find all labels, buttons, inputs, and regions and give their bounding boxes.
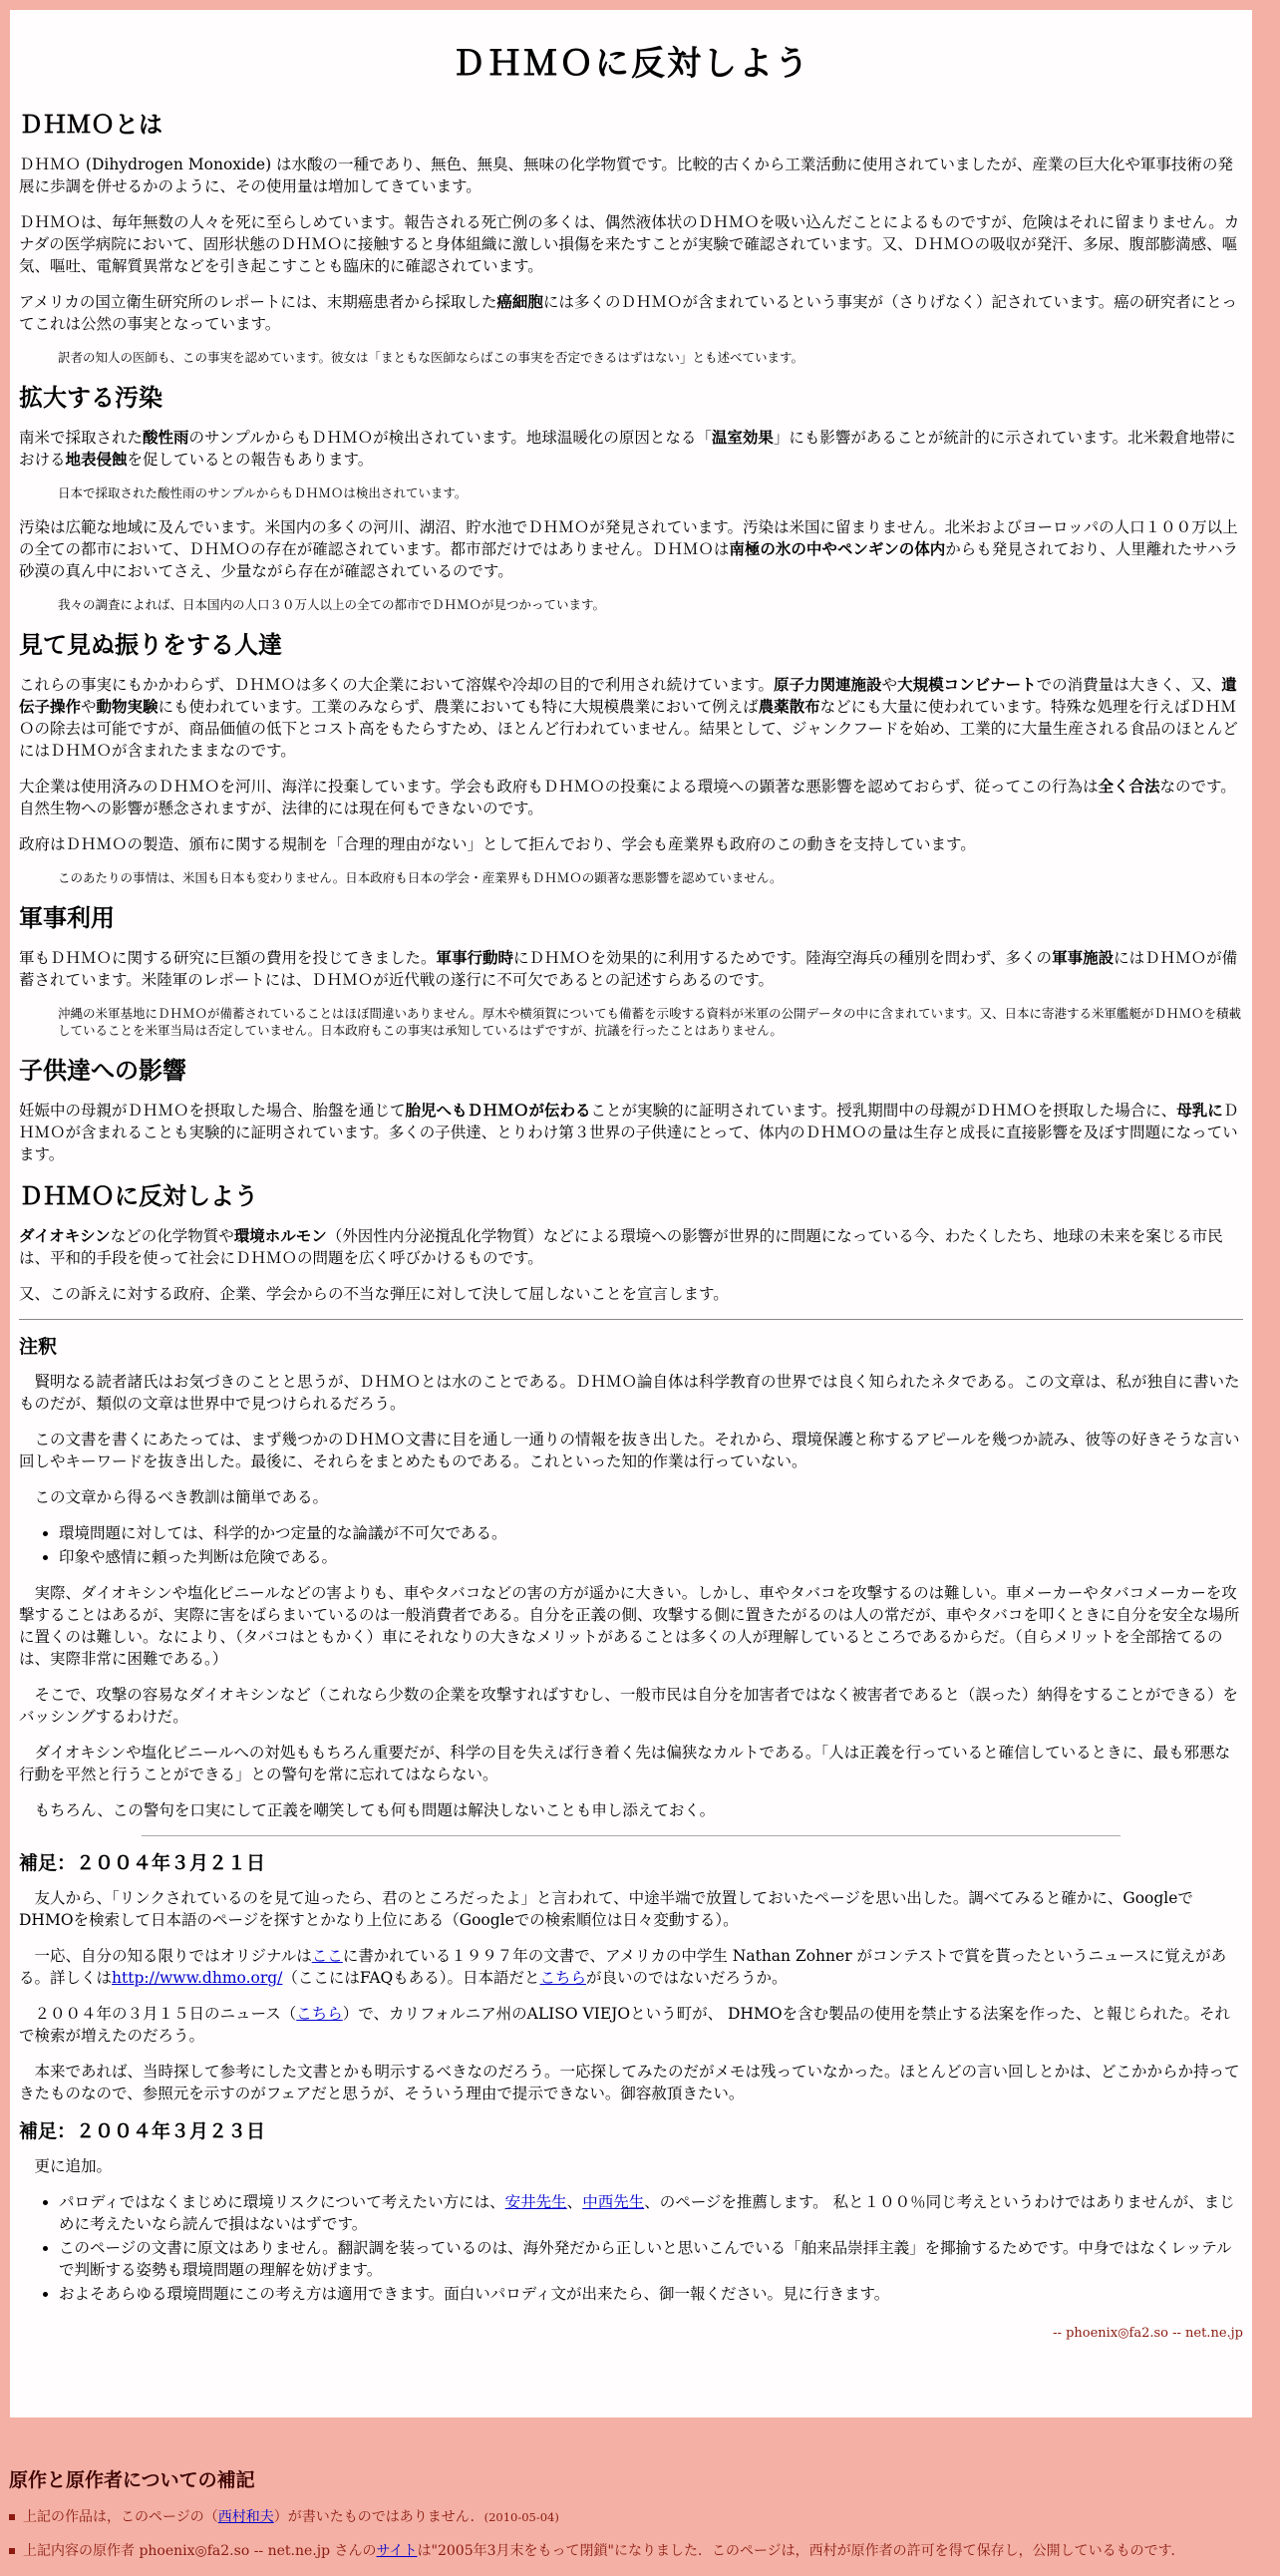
translator-note: 沖縄の米軍基地にＤＨＭＯが備蓄されていることはほぼ間違いありません。厚木や横須賀についても備蓄を示唆する資料が米軍の公開データの中に含まれています。又、日本に寄港する米軍艦艇がＤＨＭＯを積載していることを米軍当局は否定していません。日本政府もこの事実は承知しているはずですが、抗議を行ったことはありません。 <box>58 1005 1242 1039</box>
page-title: ＤＨＭＯに反対しよう <box>452 44 810 84</box>
paragraph: ２００４年の３月１５日のニュース（こちら）で、カリフォルニア州のALISO VIEJOという町が、 DHMOを含む製品の使用を禁止する法案を作った、と報じられた。それで検索が増えたのだろう。 <box>19 2005 1231 2046</box>
paragraph: 一応、自分の知る限りではオリジナルはここに書かれている１９９７年の文書で、アメリカの中学生 Nathan Zohner がコンテストで賞を貰ったというニュースに覚えがある。詳しくはhttp://www.dhmo.org/（ここにはFAQもある）。日本語だとこちらが良いのではないだろうか。 <box>19 1947 1227 1988</box>
paragraph: ダイオキシンなどの化学物質や環境ホルモン（外因性内分泌撹乱化学物質）などによる環境への影響が世界的に問題になっている今、わたくしたち、地球の未来を案じる市民は、平和的手段を使って社会にＤＨＭＯの問題を広く呼びかけるものです。 <box>19 1227 1223 1268</box>
translator-note: 訳者の知人の医師も、この事実を認めています。彼女は「まともな医師ならばこの事実を否定できるはずはない」とも述べています。 <box>58 350 804 366</box>
divider <box>19 1319 1243 1320</box>
addendum-heading-0323: 補足：２００４年３月２３日 <box>19 2120 266 2143</box>
link-nishimura[interactable]: 西村和夫 <box>217 2508 274 2525</box>
list-item: • パロディではなくまじめに環境リスクについて考えたい方には、安井先生、中西先生、のページを推薦します。 私と１００％同じ考えというわけではありませんが、まじめに考えたいなら読んで損はないはずです。 <box>59 2191 1243 2235</box>
translator-note: 我々の調査によれば、日本国内の人口３０万人以上の全ての都市でＤＨＭＯが見つかっています。 <box>58 596 606 612</box>
paragraph: そこで、攻撃の容易なダイオキシンなど（これなら少数の企業を攻撃すればすむし、一般市民は自分を加害者ではなく被害者であると（誤った）納得をすることができる）をバッシングするわけだ。 <box>19 1686 1238 1727</box>
footer-section <box>0 2417 1280 2576</box>
paragraph: 大企業は使用済みのＤＨＭＯを河川、海洋に投棄しています。学会も政府もＤＨＭＯの投棄による環境への顕著な悪影響を認めておらず、従ってこの行為は全く合法なのです。自然生物への影響が懸念されますが、法律的には現在何もできないのです。 <box>19 777 1236 817</box>
link-original-site[interactable]: サイト <box>376 2542 418 2559</box>
link-nakanishi[interactable]: 中西先生 <box>582 2193 645 2212</box>
footer-item: 上記の作品は，このページの（西村和夫）が書いたものではありません．(2010-05-04) <box>9 2508 1271 2528</box>
paragraph: 本来であれば、当時探して参考にした文書とかも明示するべきなのだろう。一応探してみたのだがメモは残っていなかった。ほとんどの言い回しとかは、どこかからか持ってきたものなので、参照元を示すのがフェアだと思うが、そういう理由で提示できない。御容赦頂きたい。 <box>19 2063 1240 2103</box>
paragraph: 又、この訴えに対する政府、企業、学会からの不当な弾圧に対して決して屈しないことを宣言します。 <box>19 1285 729 1304</box>
link-japanese-page[interactable]: こちら <box>539 1969 586 1988</box>
lessons-list <box>19 1522 1243 1568</box>
footer-heading: 原作と原作者についての補記 <box>9 2469 255 2491</box>
link-yasui[interactable]: 安井先生 <box>504 2193 567 2212</box>
paragraph: もちろん、この警句を口実にして正義を嘲笑しても何も問題は解決しないことも申し添えておく。 <box>34 1801 716 1820</box>
notes-heading: 注釈 <box>19 1336 58 1359</box>
section-heading-pollution: 拡大する汚染 <box>19 384 162 413</box>
link-news[interactable]: こちら <box>296 2005 343 2024</box>
paragraph: 実際、ダイオキシンや塩化ビニールなどの害よりも、車やタバコなどの害の方が遥かに大きい。しかし、車やタバコを攻撃するのは難しい。車メーカーやタバコメーカーを攻撃することはあるが、実際に害をばらまいているのは一般消費者である。自分を正義の側、攻撃する側に置きたがるのは人の常だが、車やタバコを叩くときに自分を安全な場所に置くのは難しい。なにより、（タバコはともかく）車にそれなりの大きなメリットがあることは多くの人が理解しているところであるからだ。（自らメリットを全部捨てるのは、実際非常に困難である。） <box>19 1584 1240 1669</box>
paragraph: 政府はＤＨＭＯの製造、頒布に関する規制を「合理的理由がない」として拒んでおり、学会も産業界も政府のこの動きを支持しています。 <box>19 834 976 853</box>
translator-note: 日本で採取された酸性雨のサンプルからもＤＨＭＯは検出されています。 <box>58 485 468 501</box>
footer-item: 上記内容の原作者 phoenix◎fa2.so -- net.ne.jp さんのサイトは"2005年3月末をもって閉鎖"になりました．このページは，西村が原作者の許可を得て保存し，公開しているものです． <box>9 2542 1271 2562</box>
section-heading-ignoring: 見て見ぬ振りをする人達 <box>19 630 282 659</box>
paragraph: アメリカの国立衛生研究所のレポートには、末期癌患者から採取した癌細胞には多くのＤＨＭＯが含まれているという事実が（さりげなく）記されています。癌の研究者にとってこれは公然の事実となっています。 <box>19 293 1237 334</box>
document-paper <box>10 10 1252 2417</box>
paragraph: 軍もＤＨＭＯに関する研究に巨額の費用を投じてきました。軍事行動時にＤＨＭＯを効果的に利用するためです。陸海空海兵の種別を問わず、多くの軍事施設にはＤＨＭＯが備蓄されています。米陸軍のレポートには、ＤＨＭＯが近代戦の遂行に不可欠であるとの記述すらあるのです。 <box>19 948 1238 989</box>
addendum-list <box>19 2191 1243 2305</box>
addendum-heading-0321: 補足：２００４年３月２１日 <box>19 1852 266 1875</box>
paragraph: ＤＨＭＯは、毎年無数の人々を死に至らしめています。報告される死亡例の多くは、偶然液体状のＤＨＭＯを吸い込んだことによるものですが、危険はそれに留まりません。カナダの医学病院において、固形状態のＤＨＭＯに接触すると身体組織に激しい損傷を来たすことが実験で確認されています。又、ＤＨＭＯの吸収が発汗、多尿、腹部膨満感、嘔気、嘔吐、電解質異常などを引き起こすことも臨床的に確認されています。 <box>19 213 1240 276</box>
list-item: • およそあらゆる環境問題にこの考え方は適用できます。面白いパロディ文が出来たら、御一報ください。見に行きます。 <box>59 2283 1243 2305</box>
list-item: • 環境問題に対しては、科学的かつ定量的な論議が不可欠である。 <box>59 1522 1243 1544</box>
paragraph: ＤＨＭＯ (Dihydrogen Monoxide) は水酸の一種であり、無色、無臭、無味の化学物質です。比較的古くから工業活動に使用されていましたが、産業の巨大化や軍事技術の発展に歩調を併せるかのように、その使用量は増加してきています。 <box>19 156 1233 196</box>
paragraph: 賢明なる読者諸氏はお気づきのことと思うが、ＤＨＭＯとは水のことである。ＤＨＭＯ論自体は科学教育の世界では良く知られたネタである。この文章は、私が独自に書いたものだが、類似の文章は世界中で見つけられるだろう。 <box>19 1373 1240 1414</box>
paragraph: 友人から、「リンクされているのを見て辿ったら、君のところだったよ」と言われて、中途半端で放置しておいたページを思い出した。調べてみると確かに、Googleで DHMOを検索して日本語のページを探すとかなり上位にある（Googleでの検索順位は日々変動する）。 <box>19 1889 1193 1930</box>
footer-list <box>9 2508 1271 2562</box>
section-heading-children: 子供達への影響 <box>19 1057 186 1086</box>
divider <box>142 1835 1120 1836</box>
paragraph: この文書を書くにあたっては、まず幾つかのＤＨＭＯ文書に目を通し一通りの情報を抜き出した。それから、環境保護と称するアピールを幾つか読み、彼等の好きそうな言い回しやキーワードを抜き出した。最後に、それらをまとめたものである。これといった知的作業は行っていない。 <box>19 1431 1240 1471</box>
paragraph: 南米で採取された酸性雨のサンプルからもＤＨＭＯが検出されています。地球温暖化の原因となる「温室効果」にも影響があることが統計的に示されています。北米穀倉地帯における地表侵蝕を促しているとの報告もあります。 <box>19 429 1236 470</box>
section-heading-what-is-dhmo: ＤＨＭＯとは <box>19 111 162 140</box>
translator-note: このあたりの事情は、米国も日本も変わりません。日本政府も日本の学会・産業界もＤＨＭＯの顕著な悪影響を認めていません。 <box>58 869 783 885</box>
paragraph: ダイオキシンや塩化ビニールへの対処ももちろん重要だが、科学の目を失えば行き着く先は偏狭なカルトである。「人は正義を行っていると確信しているときに、最も邪悪な行動を平然と行うことができる」との警句を常に忘れてはならない。 <box>19 1744 1231 1784</box>
paragraph: この文章から得るべき教訓は簡単である。 <box>34 1488 329 1507</box>
paragraph: 汚染は広範な地域に及んでいます。米国内の多くの河川、湖沼、貯水池でＤＨＭＯが発見されています。汚染は米国に留まりません。北米およびヨーロッパの人口１００万以上の全ての都市において、ＤＨＭＯの存在が確認されています。都市部だけではありません。ＤＨＭＯは南極の氷の中やペンギンの体内からも発見されており、人里離れたサハラ砂漠の真ん中においてさえ、少量ながら存在が確認されているのです。 <box>19 517 1238 580</box>
author-credit: -- phoenix◎fa2.so -- net.ne.jp <box>1053 2326 1243 2342</box>
list-item: • このページの文書に原文はありません。翻訳調を装っているのは、海外発だから正しいと思いこんでいる「舶来品崇拝主義」を揶揄するためです。中身ではなくレッテルで判断する姿勢も環境問題の理解を妨げます。 <box>59 2237 1243 2281</box>
link-dhmo-org[interactable]: http://www.dhmo.org/ <box>112 1969 283 1988</box>
paragraph: 妊娠中の母親がＤＨＭＯを摂取した場合、胎盤を通じて胎児へもＤＨＭＯが伝わることが実験的に証明されています。授乳期間中の母親がＤＨＭＯを摂取した場合に、母乳にＤＨＭＯが含まれることも実験的に証明されています。多くの子供達、とりわけ第３世界の子供達にとって、体内のＤＨＭＯの量は生存と成長に直接影響を及ぼす問題になっています。 <box>19 1102 1239 1164</box>
link-original[interactable]: ここ <box>311 1947 343 1966</box>
section-heading-oppose: ＤＨＭＯに反対しよう <box>19 1182 258 1211</box>
paragraph: これらの事実にもかかわらず、ＤＨＭＯは多くの大企業において溶媒や冷却の目的で利用され続けています。原子力関連施設や大規模コンビナートでの消費量は大きく、又、遺伝子操作や動物実験にも使われています。工業のみならず、農業においても特に大規模農業において例えば農薬散布などにも大量に使われています。特殊な処理を行えばＤＨＭＯの除去は可能ですが、商品価値の低下とコスト高をもたらすため、ほとんど行われていません。結果として、ジャンクフードを始め、工業的に大量生産される食品のほとんどにはＤＨＭＯが含まれたままなのです。 <box>19 675 1238 760</box>
paragraph: 更に追加。 <box>34 2157 113 2176</box>
section-heading-military: 軍事利用 <box>19 903 115 932</box>
list-item: • 印象や感情に頼った判断は危険である。 <box>59 1546 1243 1568</box>
